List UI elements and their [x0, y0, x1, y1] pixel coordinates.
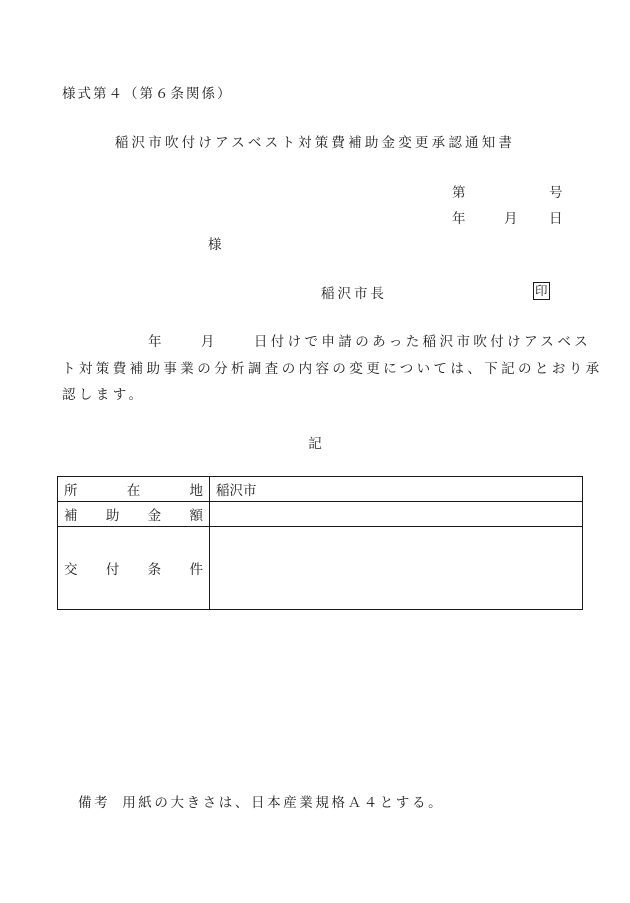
subsidy-amount-label-char: 補: [64, 508, 78, 524]
remarks-text: 用紙の大きさは、日本産業規格Ａ４とする。: [122, 795, 445, 811]
body-line-1-text: 日付けで申請のあった稲沢市吹付けアスベス: [253, 334, 592, 350]
subsidy-amount-label-char: 額: [189, 508, 203, 524]
body-line-3: 認します。: [62, 387, 146, 403]
subsidy-amount-label-cell: [58, 502, 210, 527]
location-label-char: 在: [126, 483, 141, 499]
location-value-cell: 稲沢市: [210, 477, 583, 502]
location-label-char: 地: [189, 483, 203, 499]
date-day-label: 日: [549, 211, 563, 227]
grant-conditions-label-char: 交: [64, 562, 78, 578]
subsidy-amount-value-cell: [210, 502, 583, 527]
grant-conditions-label-char: 件: [189, 562, 203, 578]
body-year-label: 年: [148, 334, 165, 350]
grant-conditions-label-char: 条: [147, 562, 162, 578]
document-number-prefix: 第: [452, 185, 466, 201]
body-line-2: ト対策費補助事業の分析調査の内容の変更については、下記のとおり承: [62, 361, 603, 377]
grant-conditions-label-cell: [58, 527, 210, 610]
body-month-label: 月: [200, 334, 218, 350]
remarks-heading: 備考: [78, 795, 111, 811]
table-row: [58, 477, 583, 502]
document-title: 稲沢市吹付けアスベスト対策費補助金変更承認通知書: [114, 135, 516, 151]
grant-conditions-label-char: 付: [105, 562, 120, 578]
document-number-suffix: 号: [549, 185, 563, 201]
addressee-honorific: 様: [208, 237, 222, 253]
date-month-label: 月: [504, 211, 518, 227]
date-year-label: 年: [452, 211, 466, 227]
ki-heading: 記: [308, 436, 322, 452]
seal-mark: 印: [535, 283, 548, 298]
subsidy-amount-label-char: 助: [105, 508, 120, 524]
form-number: 様式第４（第６条関係）: [62, 86, 233, 102]
table-row: [58, 502, 583, 527]
location-label-char: 所: [64, 483, 78, 499]
table-row: [58, 527, 583, 610]
issuer-title: 稲沢市長: [321, 286, 387, 302]
location-label-cell: [58, 477, 210, 502]
details-table: [57, 476, 583, 610]
subsidy-amount-label-char: 金: [147, 508, 162, 524]
grant-conditions-value-cell: [210, 527, 583, 610]
remarks: [78, 791, 444, 811]
body-line-1: [148, 330, 591, 350]
